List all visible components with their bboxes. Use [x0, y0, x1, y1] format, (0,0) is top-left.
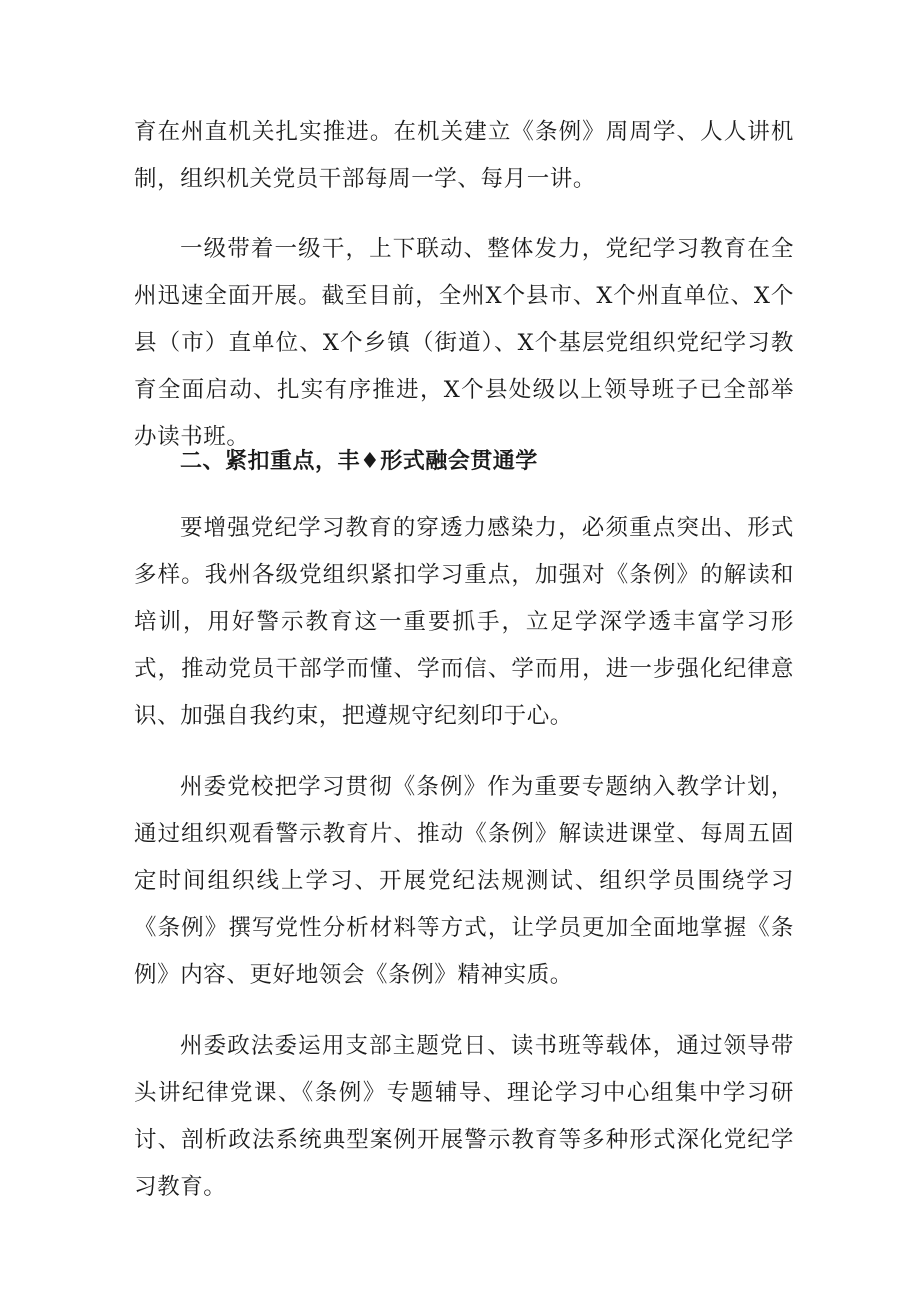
paragraph-political-legal: 州委政法委运用支部主题党日、读书班等载体，通过领导带头讲纪律党课、《条例》专题辅导、理论学习中心组集中学习研讨、剖析政法系统典型案例开展警示教育等多种形式深化党纪学习教育。 — [134, 1033, 794, 1200]
paragraph-continuation: 育在州直机关扎实推进。在机关建立《条例》周周学、人人讲机制，组织机关党员干部每周一学、每月一讲。 — [134, 119, 794, 192]
paragraph-party-school: 州委党校把学习贯彻《条例》作为重要专题纳入教学计划，通过组织观看警示教育片、推动《条例》解读进课堂、每周五固定时间组织线上学习、开展党纪法规测试、组织学员围绕学习《条例》撰写党性分析材料等方式，让学员更加全面地掌握《条例》内容、更好地领会《条例》精神实质。 — [134, 774, 794, 988]
section-heading-2: 二、紧扣重点，丰♦形式融会贯通学 — [180, 449, 538, 474]
paragraph-intro: 要增强党纪学习教育的穿透力感染力，必须重点突出、形式多样。我州各级党组织紧扣学习重点，加强对《条例》的解读和培训，用好警示教育这一重要抓手，立足学深学透丰富学习形式，推动党员干部学而懂、学而信、学而用，进一步强化纪律意识、加强自我约束，把遵规守纪刻印于心。 — [134, 515, 794, 729]
paragraph-overview: 一级带着一级干，上下联动、整体发力，党纪学习教育在全州迅速全面开展。截至目前，全州X个县市、X个州直单位、X个县（市）直单位、X个乡镇（街道）、X个基层党组织党纪学习教育全面启动、扎实有序推进，X个县处级以上领导班子已全部举办读书班。 — [134, 236, 794, 450]
